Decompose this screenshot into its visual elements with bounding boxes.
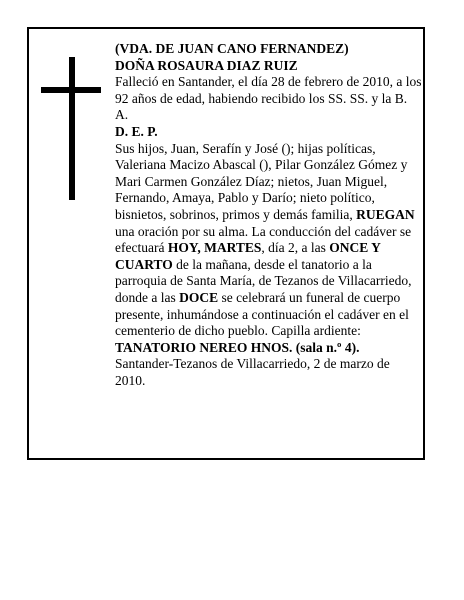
place-date: Santander-Tezanos de Villacarriedo, 2 de marzo de 2010. xyxy=(115,356,390,388)
obituary-notice xyxy=(27,27,425,460)
widow-line: (VDA. DE JUAN CANO FERNANDEZ) xyxy=(115,41,349,56)
cross-icon xyxy=(69,57,75,200)
tanatorio-text: TANATORIO NEREO HNOS. (sala n.º 4). xyxy=(115,339,360,355)
funeral-text-2: , día 2, a las xyxy=(261,240,330,256)
obituary-text xyxy=(115,41,422,389)
dep-label: D. E. P. xyxy=(115,123,158,139)
funeral-text-1: una oración por su alma. La conducción del cadáver se efectuará xyxy=(115,223,412,256)
family-list: Sus hijos, Juan, Serafín y José (); hijas políticas, Valeriana Macizo Abascal (), Pilar González Gómez y Mari Carmen González Díaz; nietos, Juan Miguel, Fernando, Amaya, Pablo y Darío; nieto político, bisnietos, sobrinos, primos y demás familia, xyxy=(115,140,408,222)
funeral-text-4: se celebrará un funeral de cuerpo presente, inhumándose a continuación el cadáver en el cementerio de dicho pueblo. Capilla ardiente: xyxy=(115,289,409,339)
death-statement: Falleció en Santander, el día 28 de febrero de 2010, a los 92 años de edad, habiendo recibido los SS. SS. y la B. A. xyxy=(115,74,422,123)
once-cuarto-text: ONCE Y CUARTO xyxy=(115,240,381,272)
family-paragraph xyxy=(115,141,422,357)
funeral-text-3: de la mañana, desde el tanatorio a la parroquia de Santa María, de Tezanos de Villacarriedo, donde a las xyxy=(115,256,412,305)
ruegan-text: RUEGAN xyxy=(356,206,415,222)
hoy-martes-text: HOY, MARTES xyxy=(167,240,262,256)
doce-text: DOCE xyxy=(179,289,219,305)
deceased-name: DOÑA ROSAURA DIAZ RUIZ xyxy=(115,57,298,73)
cross-icon-bar xyxy=(41,87,101,93)
